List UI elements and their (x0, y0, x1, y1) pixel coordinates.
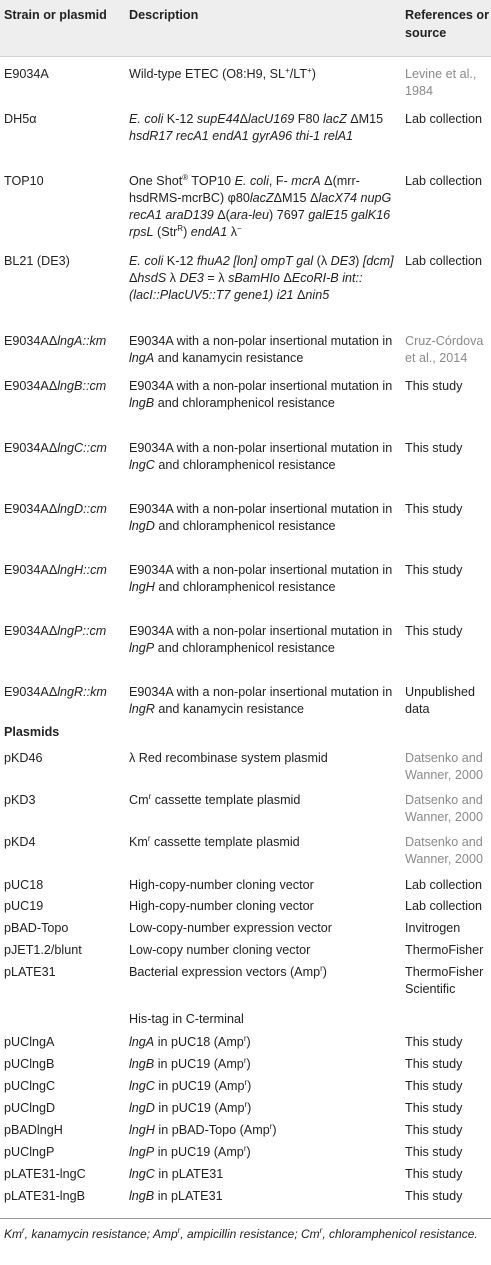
plasmid-name: pJET1.2/blunt (4, 943, 82, 957)
plasmid-source: This study (405, 1057, 463, 1071)
strain-source: This study (405, 502, 463, 516)
plasmid-description: High-copy-number cloning vector (129, 878, 314, 892)
strain-source: This study (405, 441, 463, 455)
plasmid-description: Low-copy number cloning vector (129, 943, 311, 957)
plasmid-name: pUC19 (4, 899, 44, 913)
strain-description: E9034A with a non-polar insertional mutation in lngR and kanamycin resistance (129, 685, 393, 716)
plasmid-name: pUClngD (4, 1101, 56, 1115)
plasmid-source: This study (405, 1189, 463, 1203)
strain-description: E9034A with a non-polar insertional mutation in lngB and chloramphenicol resistance (129, 379, 393, 410)
strain-description: E. coli K-12 supE44ΔlacU169 F80 lacZ ΔM15 hsdR17 recA1 endA1 gyrA96 thi-1 relA1 (129, 112, 384, 143)
plasmid-name: pLATE31 (4, 965, 56, 979)
plasmid-source: This study (405, 1123, 463, 1137)
plasmid-description: High-copy-number cloning vector (129, 899, 314, 913)
plasmid-description: lngC in pUC19 (Amp$^r$) (129, 1078, 252, 1093)
strain-name: E9034AΔlngC::cm (4, 441, 107, 455)
strain-source: This study (405, 379, 463, 393)
plasmid-source: ThermoFisher Scientific (405, 965, 484, 996)
strain-name: TOP10 (4, 174, 44, 188)
strain-source: Cruz-Córdova et al., 2014 (405, 334, 484, 365)
plasmid-name: pLATE31-lngB (4, 1189, 85, 1203)
strain-name: BL21 (DE3) (4, 254, 70, 268)
header-strain-or-plasmid: Strain or plasmid (4, 8, 107, 22)
plasmid-name: pUClngA (4, 1035, 55, 1049)
strain-source: This study (405, 563, 463, 577)
table-header (0, 0, 491, 57)
plasmid-source: This study (405, 1101, 463, 1115)
strain-source: Lab collection (405, 112, 483, 126)
plasmid-description: Km$^r$ cassette template plasmid (129, 834, 300, 849)
plasmid-name: pUC18 (4, 878, 44, 892)
plasmid-description: lngB in pUC19 (Amp$^r$) (129, 1056, 251, 1071)
strain-source: Unpublished data (405, 685, 476, 716)
plasmid-name: pBAD-Topo (4, 921, 69, 935)
strain-name: E9034AΔlngA::km (4, 334, 107, 348)
strain-description: E9034A with a non-polar insertional mutation in lngD and chloramphenicol resistance (129, 502, 393, 533)
plasmid-description: λ Red recombinase system plasmid (129, 751, 328, 765)
strain-name: E9034AΔlngP::cm (4, 624, 107, 638)
plasmid-source: Lab collection (405, 899, 483, 913)
plasmid-description: lngB in pLATE31 (129, 1189, 223, 1203)
section-heading-plasmids: Plasmids (4, 725, 60, 739)
plasmid-name: pUClngC (4, 1079, 56, 1093)
strain-name: E9034AΔlngH::cm (4, 563, 107, 577)
table-bottom-rule (0, 1218, 491, 1219)
header-references-or-source: References or source (405, 8, 489, 40)
strain-name: E9034AΔlngD::cm (4, 502, 107, 516)
plasmid-description: Cm$^r$ cassette template plasmid (129, 792, 301, 807)
strain-source: Lab collection (405, 254, 483, 268)
header-description: Description (129, 8, 199, 22)
strain-source: Levine et al., 1984 (405, 67, 477, 98)
strain-description: E9034A with a non-polar insertional mutation in lngP and chloramphenicol resistance (129, 624, 393, 655)
plasmid-description: His-tag in C-terminal (129, 1012, 244, 1026)
plasmid-name: pKD46 (4, 751, 43, 765)
strain-description: E. coli K-12 fhuA2 [lon] ompT gal (λ DE3) [dcm] ΔhsdS λ DE3 = λ sBamHIo ΔEcoRI-B int::(lacI::PlacUV5::T7 gene1) i21 Δnin5 (129, 254, 394, 302)
plasmid-name: pKD4 (4, 835, 36, 849)
plasmid-source: Lab collection (405, 878, 483, 892)
plasmid-name: pUClngP (4, 1145, 55, 1159)
plasmid-name: pUClngB (4, 1057, 55, 1071)
strain-name: E9034AΔlngR::km (4, 685, 107, 699)
plasmid-name: pBADlngH (4, 1123, 63, 1137)
strain-name: E9034AΔlngB::cm (4, 379, 107, 393)
plasmid-description: lngH in pBAD-Topo (Amp$^r$) (129, 1122, 277, 1137)
strain-description: Wild-type ETEC (O8:H9, SL+/LT+) (129, 66, 316, 81)
plasmid-source: This study (405, 1145, 463, 1159)
plasmid-source: ThermoFisher (405, 943, 484, 957)
strain-name: E9034A (4, 67, 49, 81)
plasmid-name: pKD3 (4, 793, 36, 807)
plasmid-source: This study (405, 1167, 463, 1181)
plasmid-source: Datsenko and Wanner, 2000 (405, 793, 483, 824)
plasmid-description: lngA in pUC18 (Amp$^r$) (129, 1034, 251, 1049)
plasmid-source: This study (405, 1035, 463, 1049)
strain-description: E9034A with a non-polar insertional mutation in lngC and chloramphenicol resistance (129, 441, 393, 472)
strain-description: E9034A with a non-polar insertional mutation in lngA and kanamycin resistance (129, 334, 393, 365)
plasmid-source: Invitrogen (405, 921, 461, 935)
plasmid-name: pLATE31-lngC (4, 1167, 86, 1181)
plasmid-source: This study (405, 1079, 463, 1093)
table-footnote: Km$^r$, kanamycin resistance; Amp$^r$, ampicillin resistance; Cm$^r$, chloramphenicol resistance. (4, 1226, 478, 1241)
strain-source: Lab collection (405, 174, 483, 188)
plasmid-description: lngC in pLATE31 (129, 1167, 224, 1181)
strain-source: This study (405, 624, 463, 638)
plasmid-description: lngD in pUC19 (Amp$^r$) (129, 1100, 252, 1115)
strain-description: One Shot® TOP10 E. coli, F- mcrA Δ(mrr-hsdRMS-mcrBC) φ80lacZΔM15 ΔlacX74 nupG recA1 araD139 Δ(ara-leu) 7697 galE15 galK16 rpsL (Str$^R$) endA1 λ− (129, 173, 392, 239)
strain-description: E9034A with a non-polar insertional mutation in lngH and chloramphenicol resistance (129, 563, 393, 594)
plasmid-description: Bacterial expression vectors (Amp$^r$) (129, 964, 327, 979)
plasmid-description: Low-copy-number expression vector (129, 921, 332, 935)
plasmid-source: Datsenko and Wanner, 2000 (405, 751, 483, 782)
plasmid-description: lngP in pUC19 (Amp$^r$) (129, 1144, 251, 1159)
plasmid-source: Datsenko and Wanner, 2000 (405, 835, 483, 866)
strain-name: DH5α (4, 112, 37, 126)
